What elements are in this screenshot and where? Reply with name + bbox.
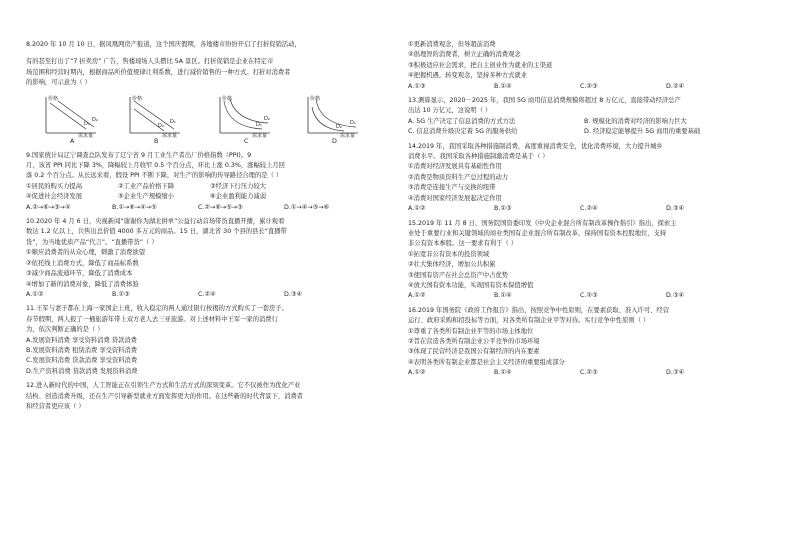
q14-item-1: ①消费对经济发展具有基础性作用 xyxy=(408,163,502,171)
q12-stem-line-2: 结构、创造消费升级，还在生产引导新型就业方面发挥更大的作用。在这些新的时代背景下，消费者 xyxy=(26,392,304,400)
q8-graph-letters xyxy=(26,139,394,147)
q10-item-3: ③减少商品流通环节，降低了消费成本 xyxy=(26,270,133,278)
q8-stem-line-3: 场范围和经营时期内，根据商品所价值规律让利系数，进行减价销售的一种方式。打折对消费者 xyxy=(26,68,291,76)
q12-item-3: ③积极适应社会需求，把自主创业作为就业的主渠道 xyxy=(408,61,553,69)
q10-item-1: ①顺应消费者的从众心理，刺激了消费欲望 xyxy=(26,249,145,257)
q9-option-5: ⑤企业生产规模缩小 xyxy=(118,193,175,201)
q8-graphs xyxy=(26,93,394,137)
graph-a xyxy=(40,93,100,137)
graph-c-d1: D₁ xyxy=(256,121,262,128)
q9-answers xyxy=(26,203,394,213)
q13-answers-row-1 xyxy=(408,117,776,127)
q11-stem-line-1: 11.王军与妻子都在上海一家国企上班，收入稳定的两人通过银行按揭的方式购买了一套房子。 xyxy=(26,305,288,313)
q12-answer-a: A.①③ xyxy=(408,82,426,90)
q14-item-2: ②消费是物质资料生产总过程的动力 xyxy=(408,173,509,181)
q10-answers xyxy=(26,290,394,300)
q9-option-2: ②工业产品价格下降 xyxy=(118,182,175,190)
graph-b-d1: D₁ xyxy=(170,118,176,125)
q15-stem-line-1: 15.2019 年 11 月 8 日，国务院国资委印发《中央企业混合所有制改革操作指引》指出，探索主 xyxy=(408,219,677,227)
q10-item-4: ④增加了新的消费对象，降低了消费体验 xyxy=(26,280,139,288)
q13-answers-row-2 xyxy=(408,127,776,137)
graph-c xyxy=(214,93,274,137)
graph-a-d1: D₁ xyxy=(84,120,90,127)
q15-answer-b: B.①④ xyxy=(494,292,512,300)
q14-answer-b: B.①③ xyxy=(494,205,512,213)
graph-d-xlabel: 需求量 xyxy=(340,132,356,139)
q14-stem-line-2: 消费水平。我国采取各种措施制激消费是基于（ ） xyxy=(408,153,549,161)
q13-stem-line-1: 13.测算显示，2020－2025 年，我国 5G 商用信息消费规模将超过 8 万亿元，直接带动经济总产 xyxy=(408,97,681,105)
q12-answer-c: C.②③ xyxy=(580,82,598,90)
graph-letter-b: B xyxy=(154,137,159,145)
q16-item-1: ①尊重了各类所有制企业平等的市场主体地位 xyxy=(408,327,534,335)
q10-stem-line-3: 货”，为当地优质产品“代言”。“直播带货”（ ） xyxy=(26,238,158,246)
q15-answers xyxy=(408,291,776,301)
graph-a-xlabel: 需求量 xyxy=(78,132,94,139)
q15-answer-d: D.③④ xyxy=(666,292,685,300)
q9-stem-line-3: 落 0.2 个百分点。从长远来看，假设 PPI 不断下降，对生产的影响的传导路径合理的是（ ） xyxy=(26,172,283,180)
graph-b-xlabel: 需求量 xyxy=(162,132,178,139)
q16-answer-d: D.③④ xyxy=(666,369,685,377)
q9-answer-a: A.②→⑥→③→④ xyxy=(26,203,71,211)
q9-option-1: ①居民的购买力提高 xyxy=(26,182,83,190)
q9-stem-line-1: 9.国家统计局辽宁调查总队发布了辽宁省 9 月工业生产者出厂价格指数（PPI)。9 xyxy=(26,151,252,159)
q10-stem-line-1: 10.2020 年 4 月 6 日，央视新闻“谢谢你为湖北拼单”公益行动首场带货直播开播，累计观看 xyxy=(26,218,285,226)
q16-item-3: ③体现了民营经济是我国公有制经济的内在要素 xyxy=(408,348,540,356)
q12-answers xyxy=(408,82,776,92)
q9-answer-c: C.②→⑥→⑤→③ xyxy=(198,203,243,211)
q9-option-6: ⑥企业盈利能力减弱 xyxy=(210,193,267,201)
q12-answer-d: D.②④ xyxy=(666,82,685,90)
q10-answer-a: A.①② xyxy=(26,290,44,298)
q14-item-3: ③消费是连接生产与交换的纽带 xyxy=(408,184,496,192)
q12-stem-line-1: 12.进入新时代的中国，人工智能正在引领生产方式和生活方式的深刻变革。它不仅被作为优化产业 xyxy=(26,382,301,390)
right-column xyxy=(408,40,776,379)
q15-item-3: ③使国有资产在社会总资产中占优势 xyxy=(408,271,509,279)
q9-option-3: ③经济下行压力较大 xyxy=(210,182,267,190)
q13-answer-c: C. 信息消费升级决定着 5G 的服务供给 xyxy=(408,128,518,136)
graph-b xyxy=(124,93,184,137)
q12-stem-line-3: 和经营者更应该（ ） xyxy=(26,402,85,410)
q15-answer-c: C.②③ xyxy=(580,292,598,300)
left-column xyxy=(26,40,394,412)
graph-d-d2: D₂ xyxy=(336,123,342,130)
q11-stem-line-2: 春节假期，两人报了一桶旅游年带上双方老人去三亚旅游。对上述材料中王军一家的消费行 xyxy=(26,315,278,323)
q11-answer-b: B.发展资料消费 租赁消费 享受资料消费 xyxy=(26,346,138,354)
q13-answer-b: B. 规模化的消费对经济的影响力巨大 xyxy=(584,117,687,125)
q15-stem-line-2: 业处于重要行业和关键领域的商业类国有企业混合所有制改革，保持国有资本控股地位，支持 xyxy=(408,229,667,237)
q16-stem-line-1: 16.2019 年国务院《政府工作报告》指出，按照竞争中性原则，在要素获取、准入许可、经营 xyxy=(408,306,670,314)
q11-stem-line-3: 为，依次判断正确的是（ ） xyxy=(26,326,104,334)
graph-d-d1: D₁ xyxy=(350,119,356,126)
q16-item-4: ④表明各类所有制企业都是社会主义经济的重要组成部分 xyxy=(408,358,565,366)
q10-answer-d: D.③④ xyxy=(284,290,303,298)
q12-item-1: ①更新消费观念，但导超前消费 xyxy=(408,41,496,48)
q16-answer-b: B.①④ xyxy=(494,369,512,377)
q14-answer-a: A.①② xyxy=(408,205,426,213)
q14-answer-c: C.②④ xyxy=(580,205,598,213)
q15-stem-line-3: 非公有资本参股。这一要求有利于（ ） xyxy=(408,240,518,248)
q10-stem-line-2: 数达 1.2 亿以上，共售出总价值 4000 多万元的商品。15 日，湖北省 30 个县的县长“直播带 xyxy=(26,228,287,236)
q15-item-4: ④放大国有资本功能，实现国有资本保值增值 xyxy=(408,281,534,289)
q12-item-4: ④把握机遇，转变观念，坚持多种方式就业 xyxy=(408,72,527,80)
q9-options-row-2 xyxy=(26,192,394,202)
q9-stem-line-2: 月，该省 PPI 同比下降 3%，降幅较上月收窄 0.5 个百分点，环比上涨 0.3%，涨幅较上月回 xyxy=(26,162,285,170)
q11-answer-a: A.发展资料消费 享受资料消费 贷款消费 xyxy=(26,336,137,344)
q9-answer-b: B.①→⑥→④→⑤ xyxy=(112,203,157,211)
q10-item-2: ②依托线上消费方式，降低了商品标系数 xyxy=(26,259,139,267)
q14-answers xyxy=(408,204,776,214)
q13-answer-d: D. 经济稳定能够提升 5G 商用的重要基础 xyxy=(584,128,701,136)
q14-answer-d: D.③④ xyxy=(666,205,685,213)
graph-d xyxy=(302,93,362,137)
q12-answer-b: B.①④ xyxy=(494,82,512,90)
q16-stem-line-2: 运行、政府采购和招投标等方面，对各类所有制企业平等对待。实行竞争中性原则（ ） xyxy=(408,317,650,325)
q9-option-4: ④促进社会经济发展 xyxy=(26,193,83,201)
q11-answer-c: C.发展资料消费 贷款消费 享受资料消费 xyxy=(26,357,138,365)
graph-b-d2: D₂ xyxy=(158,122,164,129)
q8-stem-line-4: 的影响，可示意为（ ） xyxy=(26,79,91,87)
q16-answers xyxy=(408,368,776,378)
q15-answer-a: A.①② xyxy=(408,292,426,300)
q11-answer-d: D.生产资料消费 贷款消费 发展资料消费 xyxy=(26,367,138,375)
q10-answer-b: B.①③ xyxy=(112,290,130,298)
graph-a-ylabel: 价格 xyxy=(48,95,59,102)
graph-c-ylabel: 价格 xyxy=(222,95,233,102)
q16-answer-c: C.②③ xyxy=(580,369,598,377)
q14-item-4: ④消费对国家经济发展起决定作用 xyxy=(408,194,502,202)
q9-answer-d: D.①→④→⑤→⑥ xyxy=(284,203,330,211)
q8-stem-line-2: 有的甚至打出了“7 折卖房” 广告，售楼现场人头攒比 5A 景区。打折促销是企业在特定市 xyxy=(26,58,274,66)
q13-answer-a: A. 5G 生产决定了信息消费的方式方法 xyxy=(408,117,516,125)
graph-letter-a: A xyxy=(70,137,75,145)
q16-item-2: ②旨在营造各类所有制企业公平竞争的市场环境 xyxy=(408,337,540,345)
graph-c-d2: D₂ xyxy=(264,115,270,122)
q9-options-row-1 xyxy=(26,182,394,192)
q14-stem-line-1: 14.2019 年，我国采取各种措施制消费，高度重视消费安全，优化消费环境，大力提升城乡 xyxy=(408,142,663,150)
q8-stem-line-1: 8.2020 年 10 月 10 日，据凤凰网房产报道，这个国庆假期，各地楼市纷纷开启了打折促销活动， xyxy=(26,41,301,48)
graph-a-d2: D₂ xyxy=(92,116,98,123)
graph-d-ylabel: 价格 xyxy=(310,95,321,102)
q15-item-2: ②壮大集体经济，增加公共积累 xyxy=(408,261,496,269)
graph-c-xlabel: 需求量 xyxy=(252,132,268,139)
q10-answer-c: C.②④ xyxy=(198,290,216,298)
graph-letter-d: D xyxy=(332,137,337,145)
q15-item-1: ①拓宽非公有资本的投资领域 xyxy=(408,250,490,258)
q12-item-2: ②倡理智的消费者，树立正确的消费观念 xyxy=(408,51,521,59)
q13-stem-line-2: 出达 10 万亿元，这说明（ ） xyxy=(408,107,492,115)
q16-answer-a: A.①② xyxy=(408,369,426,377)
graph-letter-c: C xyxy=(244,137,249,145)
graph-b-ylabel: 价格 xyxy=(132,95,143,102)
